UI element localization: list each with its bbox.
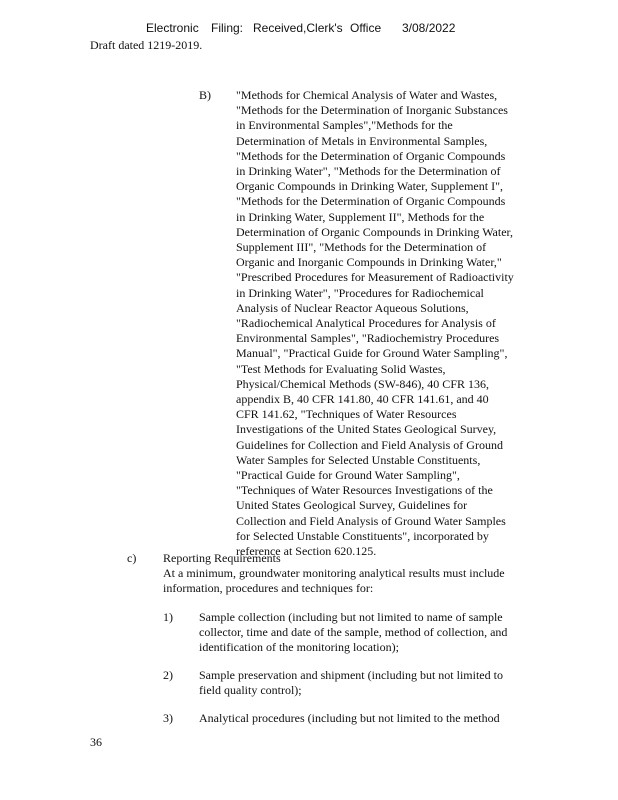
subitem-line: Analytical procedures (including but not limited to the method: [199, 711, 500, 725]
item-b-label: B): [199, 88, 211, 102]
subitem-line: collector, time and date of the sample, method of collection, and: [199, 625, 508, 640]
item-b-line: "Methods for the Determination of Inorganic Substances: [236, 103, 508, 118]
item-b-line: "Methods for Chemical Analysis of Water and Wastes,: [236, 88, 498, 102]
item-b-line: Environmental Samples", "Radiochemistry Procedures: [236, 331, 500, 346]
item-b-line: Organic Compounds in Drinking Water, Supplement I",: [236, 179, 503, 194]
item-b-line: Supplement III", "Methods for the Determination of: [236, 240, 487, 255]
item-b-line: reference at Section 620.125.: [236, 544, 377, 559]
subitem-2-label: 2): [163, 668, 173, 682]
item-c-text: [163, 551, 573, 597]
item-b-line: appendix B, 40 CFR 141.80, 40 CFR 141.61, and 40: [236, 392, 489, 407]
item-b-text: [236, 88, 566, 559]
header-received: Received,Clerk's: [253, 21, 343, 35]
item-b-line: in Drinking Water", "Methods for the Determination of: [236, 164, 501, 179]
item-b-line: Manual", "Practical Guide for Ground Water Sampling",: [236, 346, 508, 361]
item-b-line: Collection and Field Analysis of Ground Water Samples: [236, 513, 506, 528]
subitem-line: identification of the monitoring location);: [199, 640, 399, 655]
item-b-line: Analysis of Nuclear Reactor Aqueous Solutions,: [236, 300, 469, 315]
subitem-line: Sample preservation and shipment (including but not limited to: [199, 668, 503, 682]
subitem-2-text: [199, 668, 579, 698]
subitem-1-label: 1): [163, 610, 173, 624]
item-b-line: United States Geological Survey, Guidelines for: [236, 498, 468, 513]
item-b-line: "Radiochemical Analytical Procedures for Analysis of: [236, 316, 496, 331]
item-b-line: "Methods for the Determination of Organic Compounds: [236, 194, 506, 209]
item-b-line: "Techniques of Water Resources Investigations of the: [236, 483, 493, 498]
subitem-3-label: 3): [163, 711, 173, 725]
item-b-line: CFR 141.62, "Techniques of Water Resources: [236, 407, 457, 422]
item-b-line: "Practical Guide for Ground Water Sampling",: [236, 468, 460, 483]
subitem-3-text: [199, 711, 579, 726]
item-c-label: c): [127, 551, 137, 565]
item-b-line: Physical/Chemical Methods (SW-846), 40 CFR 136,: [236, 376, 489, 391]
item-b-line: in Drinking Water", "Procedures for Radiochemical: [236, 285, 484, 300]
header-electronic: Electronic: [146, 21, 199, 35]
item-c-line: information, procedures and techniques for:: [163, 581, 374, 596]
header-filing: Filing:: [211, 21, 244, 35]
item-c-heading: Reporting Requirements: [163, 551, 281, 565]
item-b-line: Investigations of the United States Geological Survey,: [236, 422, 497, 437]
item-c-line: At a minimum, groundwater monitoring analytical results must include: [163, 566, 505, 581]
subitem-line: Sample collection (including but not limited to name of sample: [199, 610, 503, 624]
page-number: 36: [90, 735, 102, 749]
item-b-line: in Drinking Water, Supplement II", Methods for the: [236, 209, 485, 224]
subitem-1-text: [199, 610, 579, 656]
header-office: Office: [350, 21, 382, 35]
item-b-line: Organic and Inorganic Compounds in Drinking Water,": [236, 255, 502, 270]
item-b-line: Guidelines for Collection and Field Analysis of Ground: [236, 437, 503, 452]
subitem-line: field quality control);: [199, 683, 302, 698]
item-b-line: "Test Methods for Evaluating Solid Wastes,: [236, 361, 446, 376]
draft-date-line: Draft dated 1219-2019.: [90, 38, 203, 52]
item-b-line: for Selected Unstable Constituents", incorporated by: [236, 528, 489, 543]
item-b-line: "Prescribed Procedures for Measurement of Radioactivity: [236, 270, 514, 285]
item-b-line: Water Samples for Selected Unstable Constituents,: [236, 452, 481, 467]
item-b-line: Determination of Metals in Environmental Samples,: [236, 133, 488, 148]
item-b-line: Determination of Organic Compounds in Drinking Water,: [236, 224, 514, 239]
item-b-line: "Methods for the Determination of Organic Compounds: [236, 148, 506, 163]
item-b-line: in Environmental Samples","Methods for the: [236, 118, 453, 133]
header-date: 3/08/2022: [402, 21, 456, 35]
